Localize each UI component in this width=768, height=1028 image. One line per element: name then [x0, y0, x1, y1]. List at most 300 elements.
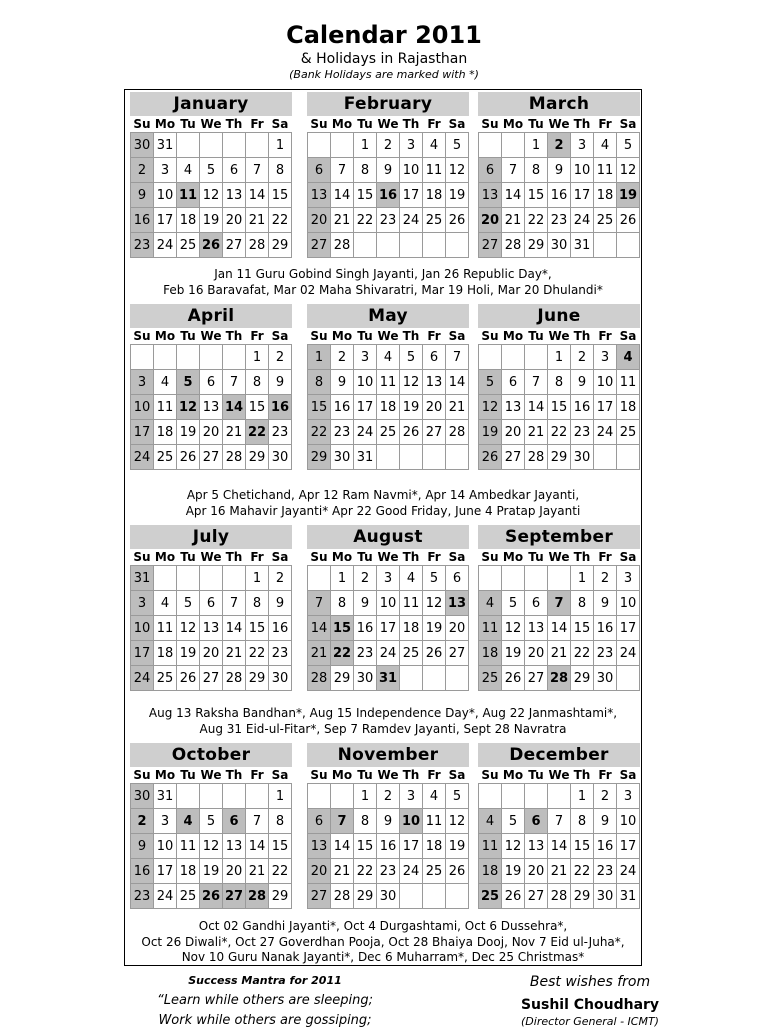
- empty-day-cell: [617, 445, 640, 470]
- day-cell: 16: [131, 859, 154, 884]
- day-cell: 18: [423, 183, 446, 208]
- holiday-note-q2-line2: Apr 16 Mahavir Jayanti* Apr 22 Good Friday, June 4 Pratap Jayanti: [185, 504, 581, 518]
- day-cell: 5: [200, 809, 223, 834]
- day-cell: 30: [548, 233, 571, 258]
- day-cell: 1: [246, 566, 269, 591]
- day-cell: 12: [400, 370, 423, 395]
- sender-designation: (Director General - ICMT): [521, 1015, 659, 1028]
- weekday-header: Su: [133, 329, 151, 343]
- day-cell: 3: [377, 566, 400, 591]
- day-cell: 27: [200, 445, 223, 470]
- day-cell: 3: [154, 809, 177, 834]
- day-cell: 27: [423, 420, 446, 445]
- day-cell: 13: [308, 834, 331, 859]
- day-cell: 3: [154, 158, 177, 183]
- empty-day-cell: [548, 566, 571, 591]
- holiday-note-q4-line1: Oct 02 Gandhi Jayanti*, Oct 4 Durgashtami, Oct 6 Dussehra*,: [198, 919, 568, 933]
- empty-day-cell: [502, 345, 525, 370]
- day-cell: 7: [331, 158, 354, 183]
- holiday-day-cell: 27: [223, 884, 246, 909]
- month-table: [478, 116, 640, 258]
- empty-day-cell: [502, 133, 525, 158]
- day-cell: 12: [502, 616, 525, 641]
- day-cell: 8: [525, 158, 548, 183]
- weekday-header: Th: [225, 550, 243, 564]
- day-cell: 30: [269, 445, 292, 470]
- month-title: August: [307, 525, 469, 549]
- day-cell: 26: [502, 666, 525, 691]
- day-cell: 26: [177, 445, 200, 470]
- weekday-header: Tu: [357, 329, 373, 343]
- day-cell: 20: [223, 859, 246, 884]
- day-cell: 15: [308, 395, 331, 420]
- day-cell: 5: [502, 591, 525, 616]
- day-cell: 17: [617, 834, 640, 859]
- day-cell: 22: [269, 859, 292, 884]
- holiday-day-cell: 12: [177, 395, 200, 420]
- day-cell: 23: [377, 859, 400, 884]
- day-cell: 3: [571, 133, 594, 158]
- month-table: [130, 549, 292, 691]
- day-cell: 3: [400, 784, 423, 809]
- month-february: [307, 92, 469, 258]
- day-cell: 15: [525, 183, 548, 208]
- empty-day-cell: [200, 784, 223, 809]
- day-cell: 11: [594, 158, 617, 183]
- month-august: [307, 525, 469, 691]
- page-title: Calendar 2011: [286, 21, 482, 49]
- day-cell: 23: [377, 208, 400, 233]
- empty-day-cell: [331, 133, 354, 158]
- day-cell: 18: [177, 859, 200, 884]
- day-cell: 24: [377, 641, 400, 666]
- empty-day-cell: [308, 133, 331, 158]
- day-cell: 9: [131, 183, 154, 208]
- day-cell: 14: [502, 183, 525, 208]
- month-june: [478, 304, 640, 470]
- weekday-header: Sa: [448, 768, 466, 782]
- weekday-header: Fr: [250, 768, 264, 782]
- day-cell: 6: [479, 158, 502, 183]
- day-cell: 3: [617, 566, 640, 591]
- day-cell: 22: [308, 420, 331, 445]
- holiday-day-cell: 10: [400, 809, 423, 834]
- day-cell: 15: [269, 183, 292, 208]
- empty-day-cell: [423, 445, 446, 470]
- day-cell: 29: [548, 445, 571, 470]
- day-cell: 18: [479, 859, 502, 884]
- day-cell: 5: [400, 345, 423, 370]
- day-cell: 8: [308, 370, 331, 395]
- weekday-header: Tu: [528, 550, 544, 564]
- day-cell: 20: [200, 420, 223, 445]
- day-cell: 22: [354, 208, 377, 233]
- day-cell: 18: [617, 395, 640, 420]
- month-title: February: [307, 92, 469, 116]
- day-cell: 26: [177, 666, 200, 691]
- empty-day-cell: [200, 133, 223, 158]
- day-cell: 4: [154, 370, 177, 395]
- weekday-header: Tu: [357, 550, 373, 564]
- day-cell: 24: [617, 641, 640, 666]
- holiday-day-cell: 16: [377, 183, 400, 208]
- day-cell: 19: [200, 859, 223, 884]
- day-cell: 8: [571, 809, 594, 834]
- day-cell: 15: [571, 834, 594, 859]
- day-cell: 17: [400, 183, 423, 208]
- day-cell: 26: [479, 445, 502, 470]
- day-cell: 1: [354, 133, 377, 158]
- weekday-header: We: [548, 550, 570, 564]
- weekday-header: Sa: [448, 550, 466, 564]
- weekday-header: Th: [573, 117, 591, 131]
- empty-day-cell: [308, 784, 331, 809]
- day-cell: 16: [594, 834, 617, 859]
- day-cell: 17: [154, 859, 177, 884]
- wishes-text: Best wishes from: [529, 974, 651, 990]
- weekday-header: Th: [573, 768, 591, 782]
- day-cell: 13: [479, 183, 502, 208]
- weekday-header: Su: [310, 117, 328, 131]
- day-cell: 9: [594, 591, 617, 616]
- day-cell: 22: [246, 641, 269, 666]
- empty-day-cell: [223, 566, 246, 591]
- day-cell: 1: [354, 784, 377, 809]
- day-cell: 8: [354, 158, 377, 183]
- day-cell: 24: [354, 420, 377, 445]
- weekday-header: We: [548, 117, 570, 131]
- month-title: May: [307, 304, 469, 328]
- day-cell: 10: [617, 809, 640, 834]
- weekday-header: Th: [402, 550, 420, 564]
- weekday-header: Th: [573, 329, 591, 343]
- month-may: [307, 304, 469, 470]
- day-cell: 9: [269, 591, 292, 616]
- day-cell: 5: [617, 133, 640, 158]
- weekday-header: Fr: [598, 329, 612, 343]
- sender-name: Sushil Choudhary: [520, 997, 660, 1013]
- month-title: September: [478, 525, 640, 549]
- day-cell: 17: [131, 641, 154, 666]
- month-july: [130, 525, 292, 691]
- day-cell: 25: [177, 233, 200, 258]
- day-cell: 9: [377, 809, 400, 834]
- day-cell: 7: [525, 370, 548, 395]
- month-table: [478, 767, 640, 909]
- holiday-day-cell: 7: [548, 591, 571, 616]
- empty-day-cell: [594, 233, 617, 258]
- weekday-header: Mo: [331, 329, 353, 343]
- holiday-note-q3-line2: Aug 31 Eid-ul-Fitar*, Sep 7 Ramdev Jayanti, Sept 28 Navratra: [199, 722, 567, 736]
- weekday-header: Sa: [271, 550, 289, 564]
- day-cell: 8: [269, 158, 292, 183]
- day-cell: 11: [377, 370, 400, 395]
- day-cell: 23: [131, 884, 154, 909]
- day-cell: 16: [269, 616, 292, 641]
- day-cell: 13: [525, 834, 548, 859]
- holiday-day-cell: 14: [223, 395, 246, 420]
- day-cell: 14: [548, 834, 571, 859]
- day-cell: 11: [400, 591, 423, 616]
- day-cell: 1: [246, 345, 269, 370]
- empty-day-cell: [479, 566, 502, 591]
- day-cell: 15: [246, 395, 269, 420]
- day-cell: 1: [331, 566, 354, 591]
- weekday-header: Tu: [180, 117, 196, 131]
- day-cell: 26: [423, 641, 446, 666]
- empty-day-cell: [377, 233, 400, 258]
- day-cell: 19: [446, 834, 469, 859]
- weekday-header: Fr: [427, 768, 441, 782]
- empty-day-cell: [223, 133, 246, 158]
- day-cell: 7: [223, 370, 246, 395]
- day-cell: 13: [308, 183, 331, 208]
- weekday-header: Su: [481, 550, 499, 564]
- day-cell: 28: [548, 884, 571, 909]
- day-cell: 15: [571, 616, 594, 641]
- day-cell: 18: [154, 641, 177, 666]
- day-cell: 12: [479, 395, 502, 420]
- day-cell: 9: [377, 158, 400, 183]
- day-cell: 2: [377, 133, 400, 158]
- day-cell: 6: [200, 591, 223, 616]
- day-cell: 15: [354, 183, 377, 208]
- day-cell: 18: [400, 616, 423, 641]
- day-cell: 6: [525, 591, 548, 616]
- day-cell: 18: [594, 183, 617, 208]
- bank-holiday-note: (Bank Holidays are marked with *): [289, 68, 479, 81]
- day-cell: 17: [400, 834, 423, 859]
- day-cell: 22: [525, 208, 548, 233]
- day-cell: 23: [571, 420, 594, 445]
- day-cell: 5: [177, 591, 200, 616]
- empty-day-cell: [479, 784, 502, 809]
- empty-day-cell: [446, 445, 469, 470]
- weekday-header: Su: [133, 550, 151, 564]
- empty-day-cell: [223, 345, 246, 370]
- day-cell: 11: [154, 395, 177, 420]
- day-cell: 9: [354, 591, 377, 616]
- day-cell: 28: [525, 445, 548, 470]
- day-cell: 2: [571, 345, 594, 370]
- day-cell: 14: [246, 834, 269, 859]
- weekday-header: We: [548, 329, 570, 343]
- day-cell: 1: [269, 784, 292, 809]
- day-cell: 9: [269, 370, 292, 395]
- day-cell: 10: [154, 834, 177, 859]
- day-cell: 3: [617, 784, 640, 809]
- day-cell: 21: [246, 208, 269, 233]
- weekday-header: Su: [310, 768, 328, 782]
- day-cell: 6: [502, 370, 525, 395]
- day-cell: 27: [479, 233, 502, 258]
- weekday-header: Sa: [271, 117, 289, 131]
- day-cell: 18: [423, 834, 446, 859]
- day-cell: 4: [400, 566, 423, 591]
- day-cell: 11: [154, 616, 177, 641]
- month-december: [478, 743, 640, 909]
- empty-day-cell: [423, 884, 446, 909]
- weekday-header: Sa: [271, 768, 289, 782]
- day-cell: 10: [154, 183, 177, 208]
- weekday-header: Sa: [619, 329, 637, 343]
- empty-day-cell: [446, 666, 469, 691]
- day-cell: 20: [525, 641, 548, 666]
- day-cell: 10: [594, 370, 617, 395]
- day-cell: 4: [177, 158, 200, 183]
- empty-day-cell: [177, 133, 200, 158]
- weekday-header: Fr: [427, 329, 441, 343]
- month-title: January: [130, 92, 292, 116]
- day-cell: 23: [354, 641, 377, 666]
- day-cell: 2: [594, 784, 617, 809]
- day-cell: 29: [331, 666, 354, 691]
- day-cell: 1: [269, 133, 292, 158]
- empty-day-cell: [423, 233, 446, 258]
- day-cell: 14: [525, 395, 548, 420]
- weekday-header: Su: [481, 117, 499, 131]
- holiday-day-cell: 28: [548, 666, 571, 691]
- day-cell: 12: [446, 809, 469, 834]
- day-cell: 5: [502, 809, 525, 834]
- day-cell: 29: [246, 445, 269, 470]
- day-cell: 2: [377, 784, 400, 809]
- day-cell: 13: [525, 616, 548, 641]
- day-cell: 6: [308, 158, 331, 183]
- weekday-header: Tu: [528, 117, 544, 131]
- weekday-header: We: [377, 329, 399, 343]
- day-cell: 10: [400, 158, 423, 183]
- day-cell: 17: [571, 183, 594, 208]
- quote-line-1: “Learn while others are sleeping;: [157, 993, 373, 1008]
- day-cell: 30: [269, 666, 292, 691]
- day-cell: 20: [308, 859, 331, 884]
- day-cell: 12: [200, 183, 223, 208]
- day-cell: 2: [131, 158, 154, 183]
- day-cell: 27: [308, 233, 331, 258]
- day-cell: 9: [331, 370, 354, 395]
- day-cell: 11: [423, 158, 446, 183]
- weekday-header: Mo: [502, 768, 524, 782]
- day-cell: 23: [594, 641, 617, 666]
- empty-day-cell: [502, 566, 525, 591]
- holiday-day-cell: 6: [223, 809, 246, 834]
- day-cell: 18: [377, 395, 400, 420]
- day-cell: 13: [200, 395, 223, 420]
- day-cell: 19: [423, 616, 446, 641]
- day-cell: 17: [354, 395, 377, 420]
- holiday-note-q4-line2: Oct 26 Diwali*, Oct 27 Goverdhan Pooja, Oct 28 Bhaiya Dooj, Nov 7 Eid ul-Juha*,: [141, 935, 625, 949]
- day-cell: 12: [446, 158, 469, 183]
- empty-day-cell: [479, 345, 502, 370]
- empty-day-cell: [525, 566, 548, 591]
- day-cell: 22: [571, 641, 594, 666]
- weekday-header: We: [377, 768, 399, 782]
- day-cell: 2: [331, 345, 354, 370]
- day-cell: 6: [200, 370, 223, 395]
- day-cell: 31: [154, 784, 177, 809]
- day-cell: 4: [154, 591, 177, 616]
- month-table: [307, 549, 469, 691]
- weekday-header: We: [548, 768, 570, 782]
- day-cell: 26: [400, 420, 423, 445]
- weekday-header: Sa: [619, 550, 637, 564]
- month-march: [478, 92, 640, 258]
- empty-day-cell: [446, 884, 469, 909]
- day-cell: 27: [525, 884, 548, 909]
- day-cell: 1: [571, 566, 594, 591]
- weekday-header: Th: [402, 329, 420, 343]
- day-cell: 24: [617, 859, 640, 884]
- empty-day-cell: [177, 784, 200, 809]
- day-cell: 30: [571, 445, 594, 470]
- day-cell: 25: [423, 208, 446, 233]
- weekday-header: Mo: [154, 329, 176, 343]
- day-cell: 29: [571, 666, 594, 691]
- weekday-header: We: [200, 117, 222, 131]
- day-cell: 8: [571, 591, 594, 616]
- month-table: [307, 328, 469, 470]
- empty-day-cell: [617, 666, 640, 691]
- day-cell: 24: [400, 208, 423, 233]
- month-table: [130, 116, 292, 258]
- empty-day-cell: [617, 233, 640, 258]
- empty-day-cell: [377, 445, 400, 470]
- day-cell: 7: [446, 345, 469, 370]
- day-cell: 2: [269, 566, 292, 591]
- day-cell: 20: [502, 420, 525, 445]
- day-cell: 4: [479, 591, 502, 616]
- month-october: [130, 743, 292, 909]
- day-cell: 5: [479, 370, 502, 395]
- month-title: October: [130, 743, 292, 767]
- weekday-header: Tu: [357, 768, 373, 782]
- weekday-header: Th: [573, 550, 591, 564]
- day-cell: 17: [154, 208, 177, 233]
- day-cell: 19: [400, 395, 423, 420]
- day-cell: 29: [308, 445, 331, 470]
- day-cell: 3: [354, 345, 377, 370]
- day-cell: 1: [571, 784, 594, 809]
- day-cell: 6: [446, 566, 469, 591]
- weekday-header: We: [377, 117, 399, 131]
- weekday-header: Mo: [502, 329, 524, 343]
- day-cell: 28: [446, 420, 469, 445]
- day-cell: 26: [502, 884, 525, 909]
- day-cell: 25: [154, 666, 177, 691]
- day-cell: 16: [377, 834, 400, 859]
- weekday-header: Tu: [180, 550, 196, 564]
- day-cell: 23: [269, 641, 292, 666]
- weekday-header: Fr: [598, 768, 612, 782]
- day-cell: 23: [269, 420, 292, 445]
- holiday-day-cell: 28: [246, 884, 269, 909]
- day-cell: 18: [154, 420, 177, 445]
- weekday-header: Sa: [619, 768, 637, 782]
- day-cell: 18: [177, 208, 200, 233]
- holiday-day-cell: 7: [331, 809, 354, 834]
- month-title: April: [130, 304, 292, 328]
- day-cell: 27: [223, 233, 246, 258]
- day-cell: 23: [131, 233, 154, 258]
- day-cell: 25: [479, 666, 502, 691]
- day-cell: 4: [479, 809, 502, 834]
- day-cell: 21: [331, 859, 354, 884]
- day-cell: 24: [400, 859, 423, 884]
- month-april: [130, 304, 292, 470]
- weekday-header: Sa: [448, 117, 466, 131]
- day-cell: 25: [154, 445, 177, 470]
